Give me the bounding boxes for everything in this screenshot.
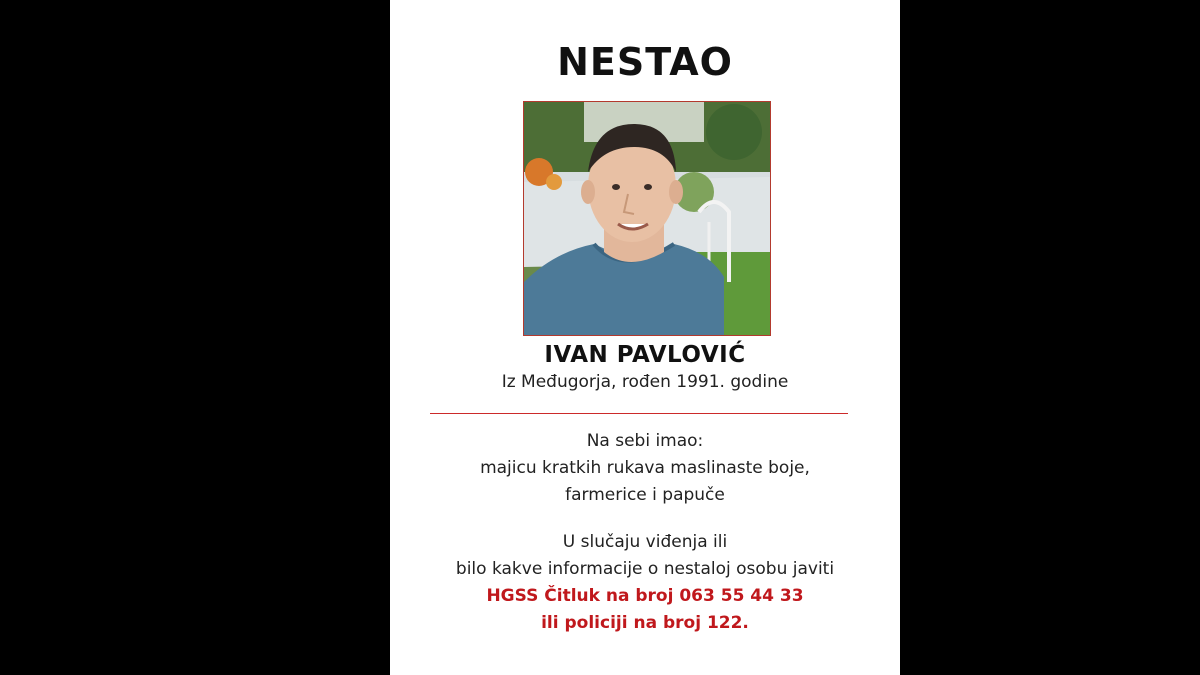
section-divider <box>430 413 848 414</box>
person-photo <box>523 101 771 336</box>
missing-person-poster <box>390 0 900 675</box>
person-name: IVAN PAVLOVIĆ <box>544 342 746 368</box>
clothing-description <box>390 428 900 509</box>
poster-title: NESTAO <box>557 40 733 84</box>
clothing-line: majicu kratkih rukava maslinaste boje, <box>480 458 810 478</box>
contact-phone-hgss: HGSS Čitluk na broj 063 55 44 33 <box>486 586 804 606</box>
contact-line: U slučaju viđenja ili <box>562 532 728 552</box>
contact-phone-police: ili policiji na broj 122. <box>541 613 749 633</box>
clothing-line: farmerice i papuče <box>565 485 725 505</box>
person-origin: Iz Međugorja, rođen 1991. godine <box>501 372 789 392</box>
contact-info <box>390 529 900 637</box>
contact-line: bilo kakve informacije o nestaloj osobu javiti <box>455 559 835 579</box>
clothing-heading: Na sebi imao: <box>586 431 704 451</box>
